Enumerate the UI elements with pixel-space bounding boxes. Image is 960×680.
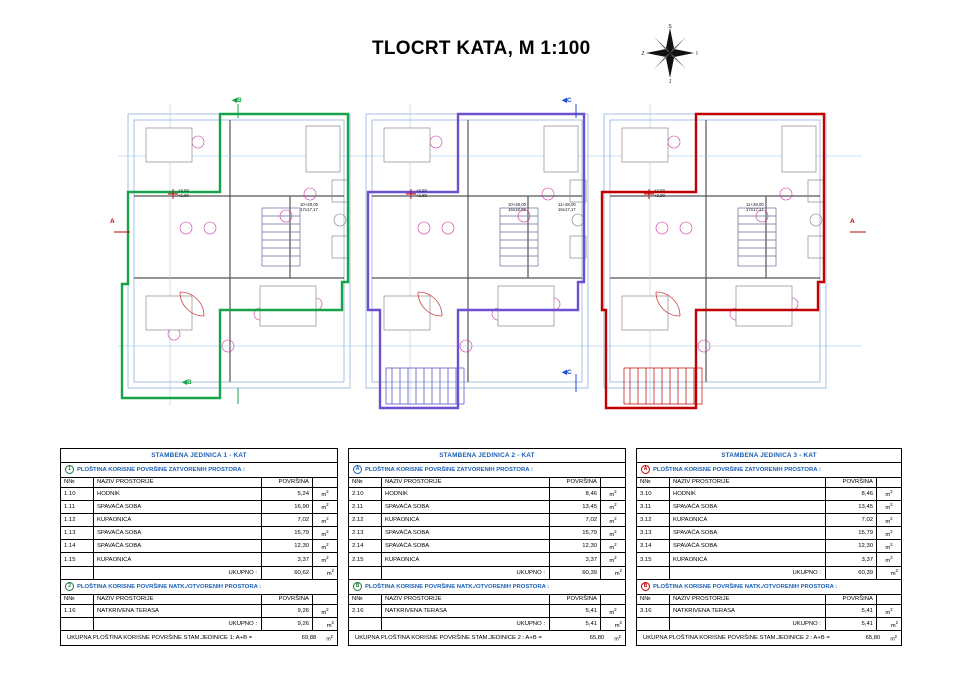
table-title: STAMBENA JEDINICA 3 - KAT: [637, 449, 901, 463]
table-row: 1.11 SPAVAĆA SOBA 16,90 $m^2$: [61, 500, 337, 513]
section-label: PLOŠTINA KORISNE POVRŠINE NATK./OTVORENIH PROSTORA :: [365, 583, 550, 590]
area-table-unit-2: [348, 448, 626, 646]
floor-plan-drawing: [110, 96, 870, 426]
table-row: 3.12 KUPAONICA 7,02 $m^2$: [637, 514, 901, 527]
section-badge-icon: B: [641, 582, 650, 591]
grand-total-row: [349, 630, 625, 645]
table-row: 3.14 SPAVAĆA SOBA 12,30 $m^2$: [637, 540, 901, 553]
compass-rose: [640, 22, 700, 84]
section-label: PLOŠTINA KORISNE POVRŠINE NATK./OTVORENIH PROSTORA :: [653, 583, 838, 590]
grand-total-row: [61, 630, 337, 645]
section-badge-icon: B: [353, 582, 362, 591]
table-row: 1.12 KUPAONICA 7,02 $m^2$: [61, 514, 337, 527]
grand-total-label: UKUPNA PLOŠTINA KORISNE POVRŠINE STAM.JEDINICE 2 : A+B =: [643, 635, 830, 642]
subtotal-row: UKUPNO : 9,26 $m^2$: [61, 618, 337, 631]
section-badge-icon: A: [353, 465, 362, 474]
elevation-mark-2: +2,92 +2,80: [416, 188, 427, 199]
svg-text:Z: Z: [641, 51, 645, 57]
grand-total-value: 69,88: [301, 635, 317, 642]
elevation-mark-1: +2,92 +2,80: [178, 188, 189, 199]
section-mark-b-top: ◀B: [232, 97, 242, 104]
section-header-enclosed: [61, 463, 337, 478]
grand-total-row: [637, 630, 901, 645]
svg-text:S: S: [668, 24, 672, 30]
area-note-4: 11+28,00 17x17,17: [746, 202, 764, 213]
col-name: NAZIV PROSTORIJE: [94, 478, 262, 488]
section-badge-icon: 1: [65, 465, 74, 474]
section-mark-c-bottom: ◀C: [562, 369, 572, 376]
table-row: 2.15 KUPAONICA 3,37 $m^2$: [349, 553, 625, 566]
table-header-row: [61, 478, 337, 488]
area-table-unit-3: [636, 448, 902, 646]
section-label: PLOŠTINA KORISNE POVRŠINE NATK./OTVORENIH PROSTORA :: [77, 583, 262, 590]
col-no: N№: [61, 478, 94, 488]
table-title: STAMBENA JEDINICA 2 - KAT: [349, 449, 625, 463]
col-area: POVRŠINA: [262, 478, 313, 488]
svg-text:J: J: [668, 79, 672, 84]
section-badge-icon: 2: [65, 582, 74, 591]
table-header-row: N№ NAZIV PROSTORIJE POVRŠINA: [349, 478, 625, 488]
table-row: 1.13 SPAVAĆA SOBA 15,79 $m^2$: [61, 527, 337, 540]
enclosed-area-table: [637, 478, 901, 579]
section-mark-b-bottom: ◀B: [182, 379, 192, 386]
section-badge-icon: A: [641, 465, 650, 474]
grand-total-label: UKUPNA PLOŠTINA KORISNE POVRŠINE STAM.JEDINICE 2 : A+B =: [355, 635, 542, 642]
section-mark-a-left: A: [110, 218, 115, 225]
table-row: 3.13 SPAVAĆA SOBA 15,79 $m^2$: [637, 527, 901, 540]
grand-total-unit: $m^2$: [326, 633, 333, 643]
grand-total-label: UKUPNA PLOŠTINA KORISNE POVRŠINE STAM.JEDINICE 1: A+B =: [67, 635, 253, 642]
svg-text:I: I: [696, 51, 698, 57]
section-header-open: [637, 579, 901, 595]
grand-total-unit: $m^2$: [614, 633, 621, 643]
table-title: STAMBENA JEDINICA 1 - KAT: [61, 449, 337, 463]
table-row: 2.13 SPAVAĆA SOBA 15,79 $m^2$: [349, 527, 625, 540]
table-row: 2.10 HODNIK 8,46 $m^2$: [349, 487, 625, 500]
area-note-3: 11+28,00 16x17,17: [558, 202, 576, 213]
section-header-enclosed: [349, 463, 625, 478]
col-unit: [313, 478, 338, 488]
open-area-table: [61, 595, 337, 631]
open-area-table: [349, 595, 625, 631]
table-row: 3.16 NATKRIVENA TERASA 5,41 $m^2$: [637, 604, 901, 617]
area-note-2: 10+28,00 16x18,99: [508, 202, 527, 213]
table-header-row: N№ NAZIV PROSTORIJE POVRŠINA: [349, 595, 625, 605]
table-row: 2.11 SPAVAĆA SOBA 13,45 $m^2$: [349, 500, 625, 513]
table-row: 2.16 NATKRIVENA TERASA 5,41 $m^2$: [349, 604, 625, 617]
elevation-mark-3: +2,92 +2,80: [654, 188, 665, 199]
section-header-open: [61, 579, 337, 595]
subtotal-row: UKUPNO : 5,41 $m^2$: [637, 618, 901, 631]
table-row: 1.15 KUPAONICA 3,37 $m^2$: [61, 553, 337, 566]
table-row: 3.10 HODNIK 8,46 $m^2$: [637, 487, 901, 500]
table-header-row: N№ NAZIV PROSTORIJE POVRŠINA: [637, 595, 901, 605]
enclosed-area-table: [61, 478, 337, 579]
section-mark-c-top: ◀C: [562, 97, 572, 104]
area-note-1: 10+28,00 17x17,17: [300, 202, 319, 213]
table-row: 2.14 SPAVAĆA SOBA 12,30 $m^2$: [349, 540, 625, 553]
table-header-row: N№ NAZIV PROSTORIJE POVRŠINA: [61, 595, 337, 605]
table-row: 1.16 NATKRIVENA TERASA 9,26 $m^2$: [61, 604, 337, 617]
area-table-unit-1: [60, 448, 338, 646]
grand-total-value: 65,80: [589, 635, 605, 642]
section-header-enclosed: [637, 463, 901, 478]
table-header-row: N№ NAZIV PROSTORIJE POVRŠINA: [637, 478, 901, 488]
section-label: PLOŠTINA KORISNE POVRŠINE ZATVORENIH PROSTORA :: [365, 466, 533, 473]
subtotal-row: UKUPNO : 60,39 $m^2$: [637, 566, 901, 579]
subtotal-row: UKUPNO : 60,39 $m^2$: [349, 566, 625, 579]
table-row: 1.14 SPAVAĆA SOBA 12,30 $m^2$: [61, 540, 337, 553]
subtotal-row: UKUPNO : 5,41 $m^2$: [349, 618, 625, 631]
section-header-open: [349, 579, 625, 595]
open-area-table: [637, 595, 901, 631]
enclosed-area-table: [349, 478, 625, 579]
table-row: 2.12 KUPAONICA 7,02 $m^2$: [349, 514, 625, 527]
section-mark-a-right: A: [850, 218, 855, 225]
table-row: 3.11 SPAVAĆA SOBA 13,45 $m^2$: [637, 500, 901, 513]
table-row: 3.15 KUPAONICA 3,37 $m^2$: [637, 553, 901, 566]
page-title: TLOCRT KATA, M 1:100: [372, 38, 591, 59]
section-label: PLOŠTINA KORISNE POVRŠINE ZATVORENIH PROSTORA :: [653, 466, 821, 473]
grand-total-unit: $m^2$: [890, 633, 897, 643]
subtotal-row: UKUPNO : 60,62 $m^2$: [61, 566, 337, 579]
grand-total-value: 65,80: [865, 635, 881, 642]
table-row: 1.10 HODNIK 5,24 $m^2$: [61, 487, 337, 500]
section-label: PLOŠTINA KORISNE POVRŠINE ZATVORENIH PROSTORA :: [77, 466, 245, 473]
